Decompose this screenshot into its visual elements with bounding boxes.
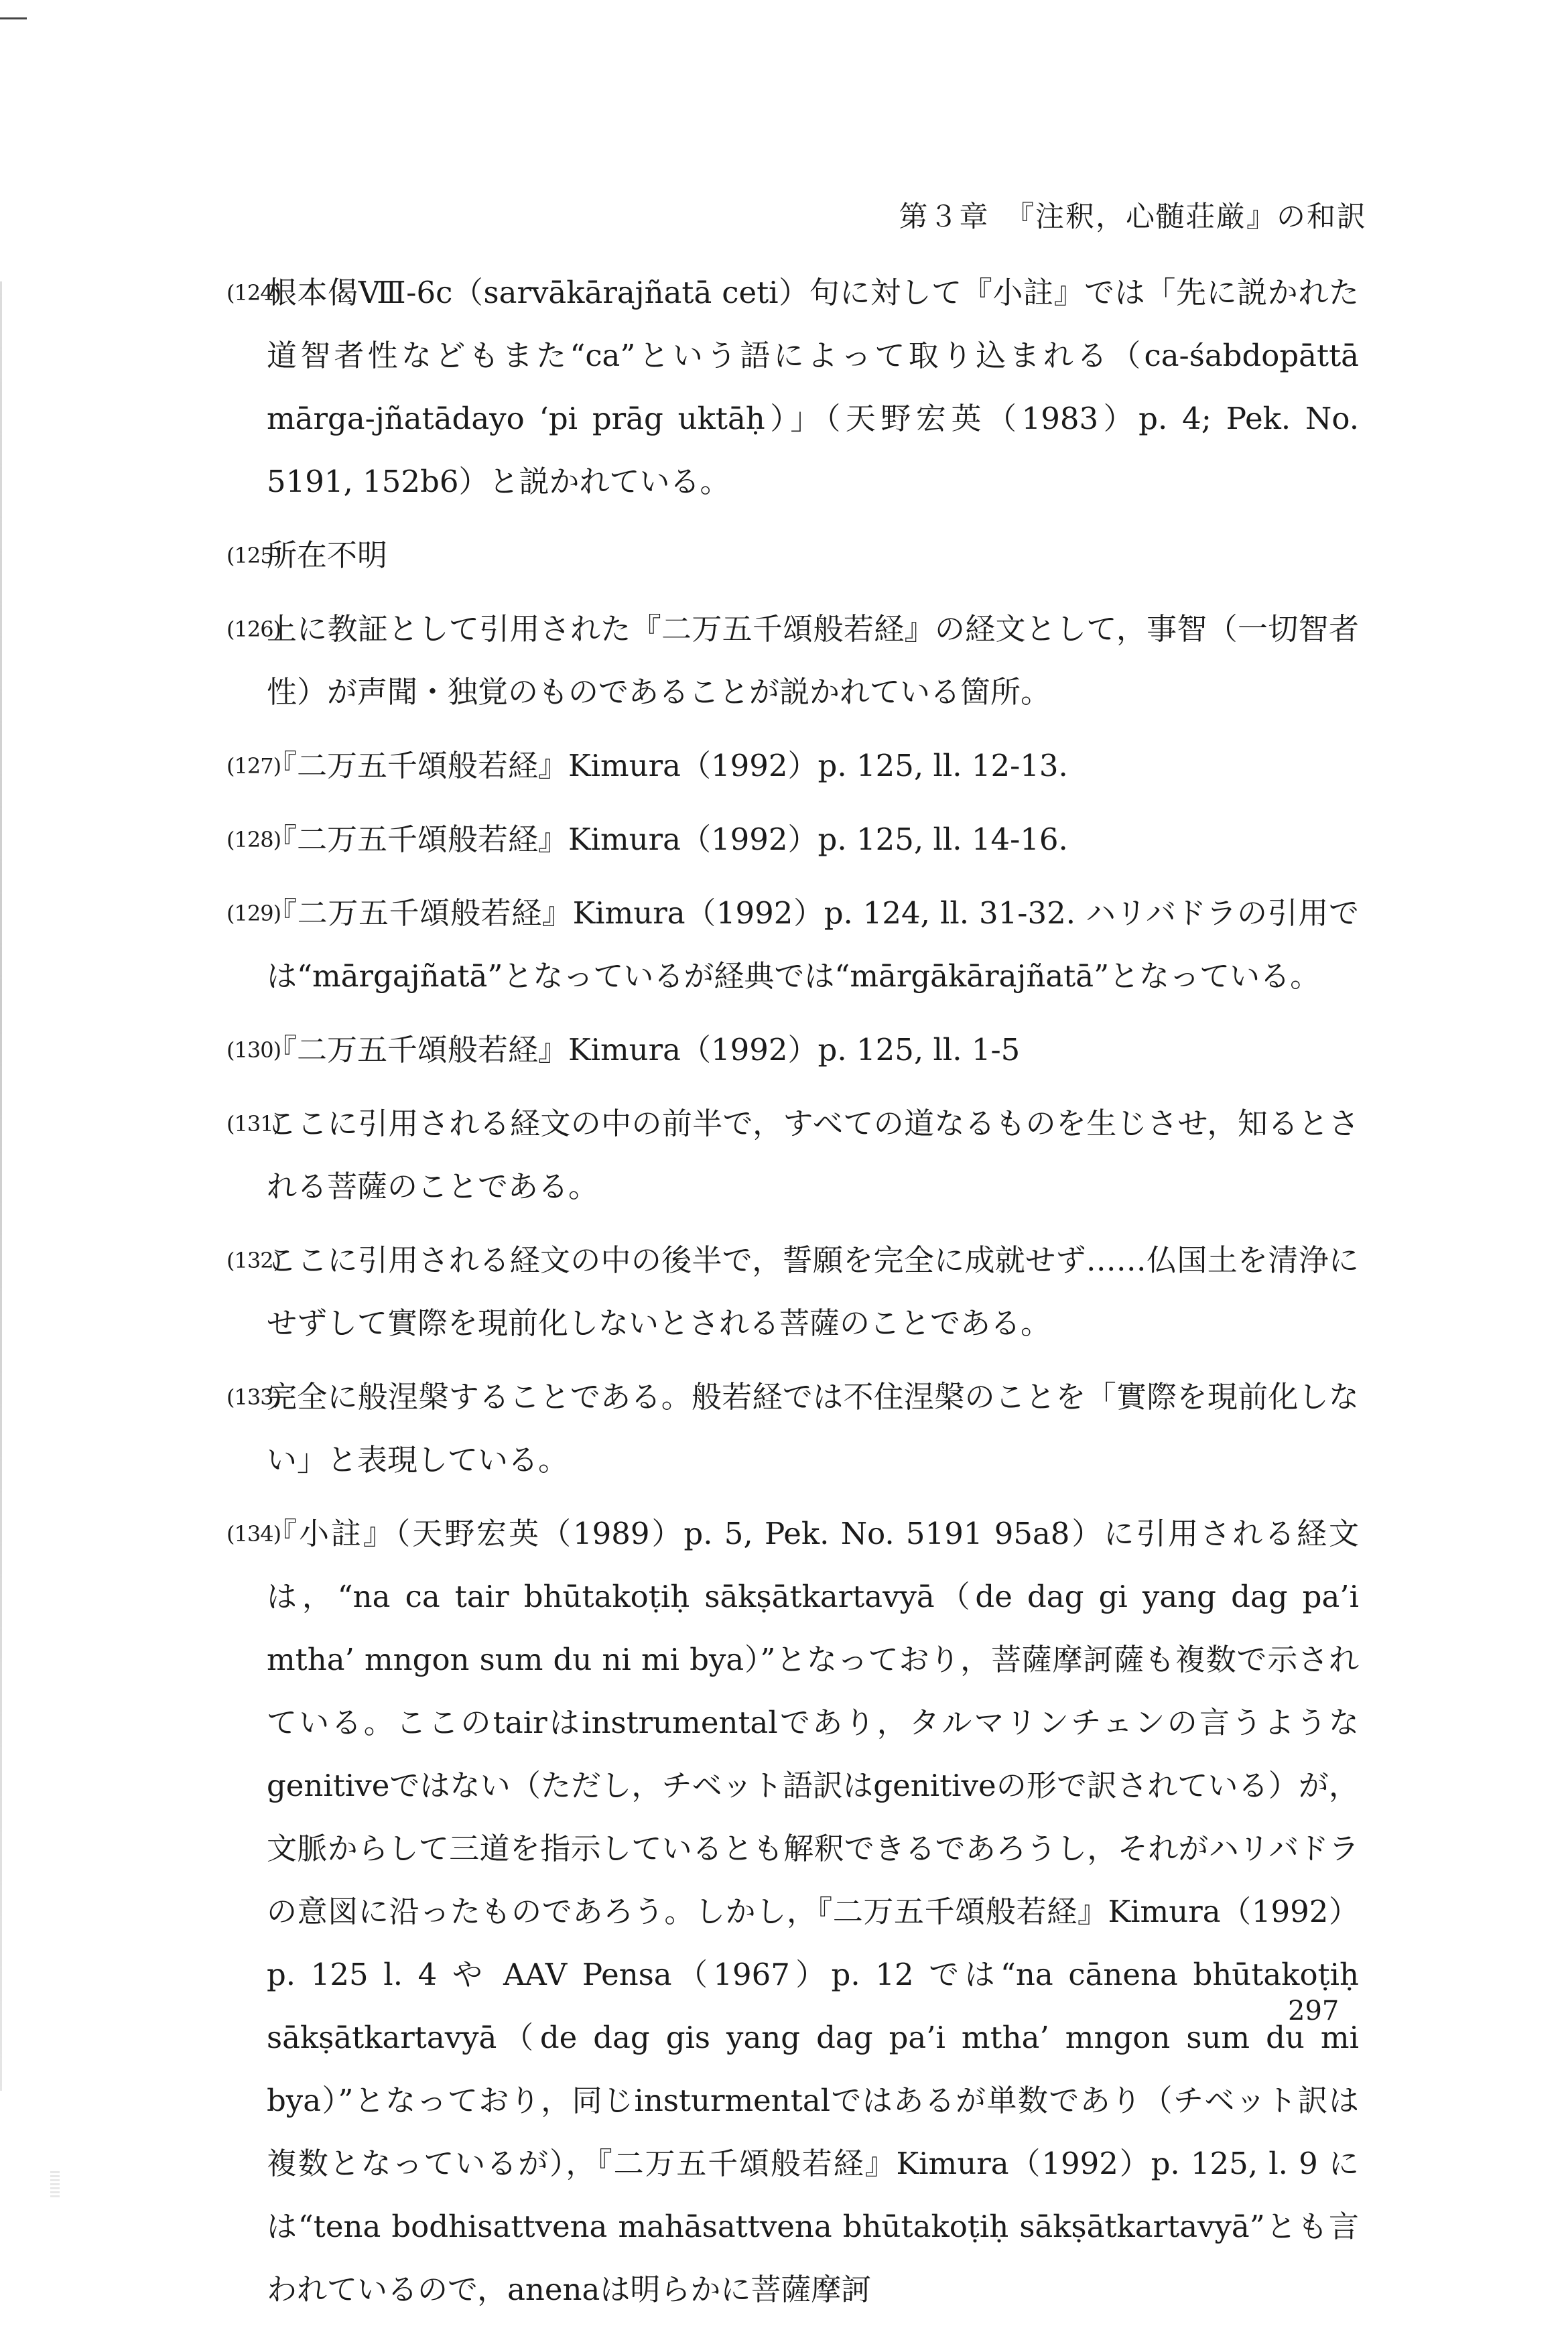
endnote-number: (133)	[226, 1384, 281, 1410]
endnote-129	[226, 882, 1359, 1008]
endnote-131	[226, 1092, 1359, 1218]
endnote-number: (127)	[226, 753, 281, 779]
running-header: 第３章 『注釈，心髄荘厳』の和訳	[899, 200, 1367, 234]
endnote-132	[226, 1229, 1359, 1355]
endnote-130	[226, 1019, 1359, 1082]
endnote-number: (129)	[226, 901, 281, 926]
endnote-126	[226, 598, 1359, 724]
page-left-edge-shadow	[0, 281, 2, 2091]
endnote-125	[226, 524, 1359, 587]
endnote-text: 『二万五千頌般若経』Kimura（1992）p. 125, ll. 14-16.	[267, 822, 1068, 857]
endnote-134	[226, 1502, 1359, 2321]
endnote-text: 所在不明	[267, 537, 388, 573]
endnote-133	[226, 1366, 1359, 1492]
endnote-number: (132)	[226, 1248, 281, 1273]
endnote-number: (126)	[226, 617, 281, 642]
endnote-text: 『二万五千頌般若経』Kimura（1992）p. 125, ll. 12-13.	[267, 748, 1068, 783]
endnote-text: 『二万五千頌般若経』Kimura（1992）p. 124, ll. 31-32. ハリバドラの引用では“mārgajñatā”となっているが経典では“mārgākārajñatā”となっている。	[267, 895, 1359, 994]
endnote-text: ここに引用される経文の中の前半で，すべての道なるものを生じさせ，知るとされる菩薩のことである。	[267, 1106, 1359, 1204]
endnote-127	[226, 734, 1359, 797]
endnote-128	[226, 808, 1359, 871]
endnote-number: (131)	[226, 1111, 281, 1137]
endnote-text: 根本偈Ⅷ-6c（sarvākārajñatā ceti）句に対して『小註』では「先に説かれた道智者性などもまた“ca”という語によって取り込まれる（ca-śabdopāttā mārga-jñatādayo ‘pi prāg uktāḥ）」（天野宏英（1983）p. 4; Pek. No. 5191, 152b6）と説かれている。	[267, 275, 1359, 499]
endnote-text: 完全に般涅槃することである。般若経では不住涅槃のことを「實際を現前化しない」と表現している。	[267, 1379, 1359, 1478]
endnote-text: 『小註』（天野宏英（1989）p. 5, Pek. No. 5191 95a8）に引用される経文は，“na ca tair bhūtakoṭiḥ sākṣātkartavyā（de dag gi yang dag pa’i mtha’ mngon sum du ni mi bya）”となっており，菩薩摩訶薩も複数で示されている。ここのtairはinstrumentalであり，タルマリンチェンの言うようなgenitiveではない（ただし，チベット語訳はgenitiveの形で訳されている）が，文脈からして三道を指示しているとも解釈できるであろうし，それがハリバドラの意図に沿ったものであろう。しかし，『二万五千頌般若経』Kimura（1992）p. 125 l. 4 や AAV Pensa（1967）p. 12 では“na cānena bhūtakoṭiḥ sākṣātkartavyā（de dag gis yang dag pa’i mtha’ mngon sum du mi bya）”となっており，同じinsturmentalではあるが単数であり（チベット訳は複数となっているが），『二万五千頌般若経』Kimura（1992）p. 125, l. 9 には“tena bodhisattvena mahāsattvena bhūtakoṭiḥ sākṣātkartavyā”とも言われているので，anenaは明らかに菩薩摩訶	[267, 1516, 1359, 2307]
endnote-text: ここに引用される経文の中の後半で，誓願を完全に成就せず……仏国土を清浄にせずして實際を現前化しないとされる菩薩のことである。	[267, 1242, 1359, 1341]
scan-artifact-mark	[0, 17, 27, 19]
endnote-number: (125)	[226, 543, 281, 568]
endnote-number: (134)	[226, 1521, 281, 1547]
page-number: 297	[1288, 1996, 1340, 2026]
endnote-text: 上に教証として引用された『二万五千頌般若経』の経文として，事智（一切智者性）が声聞・独覚のものであることが説かれている箇所。	[267, 611, 1359, 710]
endnotes-list	[226, 261, 1359, 2332]
endnote-number: (124)	[226, 280, 281, 306]
scan-artifact-speck	[50, 2171, 60, 2198]
endnote-text: 『二万五千頌般若経』Kimura（1992）p. 125, ll. 1-5	[267, 1032, 1021, 1067]
endnote-number: (128)	[226, 827, 281, 852]
endnote-number: (130)	[226, 1037, 281, 1063]
endnote-124	[226, 261, 1359, 513]
